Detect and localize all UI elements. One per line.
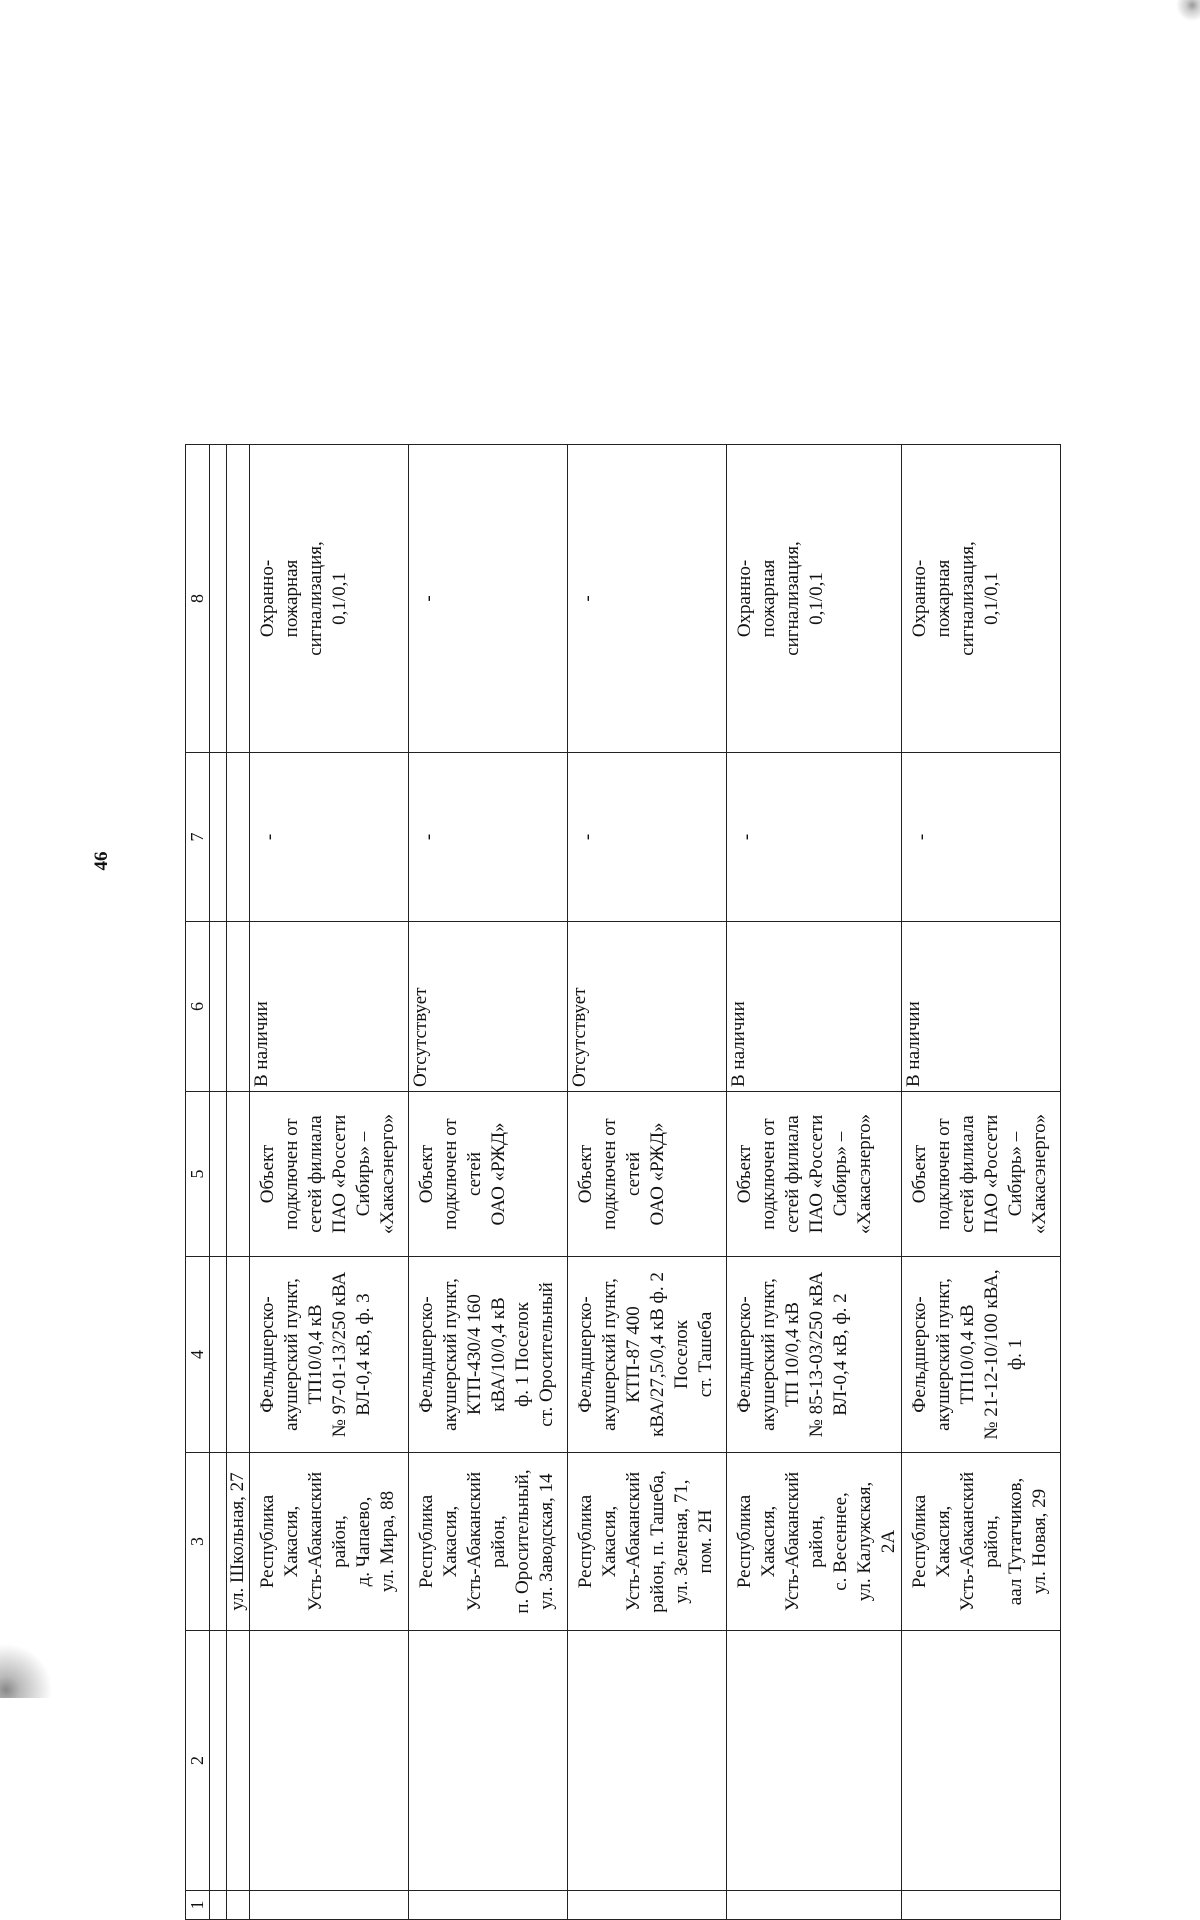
connection-cell: Объект подключен от сетей филиала ПАО «Россети Сибирь» – «Хакасэнерго» — [902, 1092, 1061, 1257]
address-cell: Республика Хакасия, Усть-Абаканский район, д. Чапаево, ул. Мира, 88 — [250, 1453, 409, 1631]
power-source-cell: Фельдшерско- акушерский пункт, ТП10/0,4 кВ № 21-12-10/100 кВА, ф. 1 — [902, 1257, 1061, 1453]
header-cell-5: 5 — [186, 1092, 210, 1257]
power-source-cell: Фельдшерско- акушерский пункт, ТП 10/0,4 кВ № 85-13-03/250 кВА ВЛ-0,4 кВ, ф. 2 — [727, 1257, 902, 1453]
address-cell: Республика Хакасия, Усть-Абаканский район, п. Оросительный, ул. Заводская, 14 — [409, 1453, 568, 1631]
header-cell-2: 2 — [186, 1631, 210, 1891]
header-cell-4: 4 — [186, 1257, 210, 1453]
availability-cell: В наличии — [250, 922, 409, 1092]
connection-cell: Объект подключен от сетей филиала ПАО «Россети Сибирь» – «Хакасэнерго» — [727, 1092, 902, 1257]
availability-cell: В наличии — [902, 922, 1061, 1092]
header-cell-8: 8 — [186, 445, 210, 753]
header-cell-7: 7 — [186, 753, 210, 922]
header-cell-1: 1 — [186, 1891, 210, 1920]
col8-value: - — [418, 595, 439, 602]
header-row — [186, 445, 210, 1920]
connection-cell: Объект подключен от сетей ОАО «РЖД» — [409, 1092, 568, 1257]
col8-value: - — [577, 595, 598, 602]
header-cell-6: 6 — [186, 922, 210, 1092]
scan-edge-mark-bottom-left — [0, 1618, 60, 1698]
col7-value: - — [736, 833, 757, 841]
col7-value: - — [259, 833, 280, 841]
col7-value: - — [418, 833, 439, 841]
header-cell-3: 3 — [186, 1453, 210, 1631]
address-cell: Республика Хакасия, Усть-Абаканский район, аал Тутатчиков, ул. Новая, 29 — [902, 1453, 1061, 1631]
rotated-table-wrapper — [185, 445, 1124, 1920]
col7-value: - — [577, 833, 598, 841]
power-source-cell: Фельдшерско- акушерский пункт, КТП-87 400 кВА/27,5/0,4 кВ ф. 2 Поселок ст. Ташеба — [568, 1257, 727, 1453]
table-row — [568, 445, 727, 1920]
scan-edge-mark-top-right — [1174, 0, 1200, 26]
address-cell: Республика Хакасия, Усть-Абаканский район, п. Ташеба, ул. Зеленая, 71, пом. 2Н — [568, 1453, 727, 1631]
alarm-cell: Охранно- пожарная сигнализация, 0,1/0,1 — [250, 445, 409, 753]
table-row — [250, 445, 409, 1920]
alarm-cell: Охранно- пожарная сигнализация, 0,1/0,1 — [727, 445, 902, 753]
power-source-cell: Фельдшерско- акушерский пункт, КТП-430/4 160 кВА/10/0,4 кВ ф. 1 Поселок ст. Оросительный — [409, 1257, 568, 1453]
availability-cell: Отсутствует — [568, 922, 727, 1092]
continuation-row — [227, 445, 250, 1920]
availability-cell: Отсутствует — [409, 922, 568, 1092]
availability-cell: В наличии — [727, 922, 902, 1092]
table-row — [409, 445, 568, 1920]
continuation-address: ул. Школьная, 27 — [227, 1453, 250, 1631]
connection-cell: Объект подключен от сетей филиала ПАО «Россети Сибирь» – «Хакасэнерго» — [250, 1092, 409, 1257]
alarm-cell: Охранно- пожарная сигнализация, 0,1/0,1 — [902, 445, 1061, 753]
connection-cell: Объект подключен от сетей ОАО «РЖД» — [568, 1092, 727, 1257]
table-row — [727, 445, 902, 1920]
col7-value: - — [911, 833, 932, 841]
power-source-cell: Фельдшерско- акушерский пункт, ТП10/0,4 кВ № 97-01-13/250 кВА ВЛ-0,4 кВ, ф. 3 — [250, 1257, 409, 1453]
data-table — [185, 444, 1061, 1920]
spacer-row — [210, 445, 227, 1920]
page-number: 46 — [91, 851, 112, 871]
address-cell: Республика Хакасия, Усть-Абаканский район, с. Весеннее, ул. Калужская, 2А — [727, 1453, 902, 1631]
table-row — [902, 445, 1061, 1920]
